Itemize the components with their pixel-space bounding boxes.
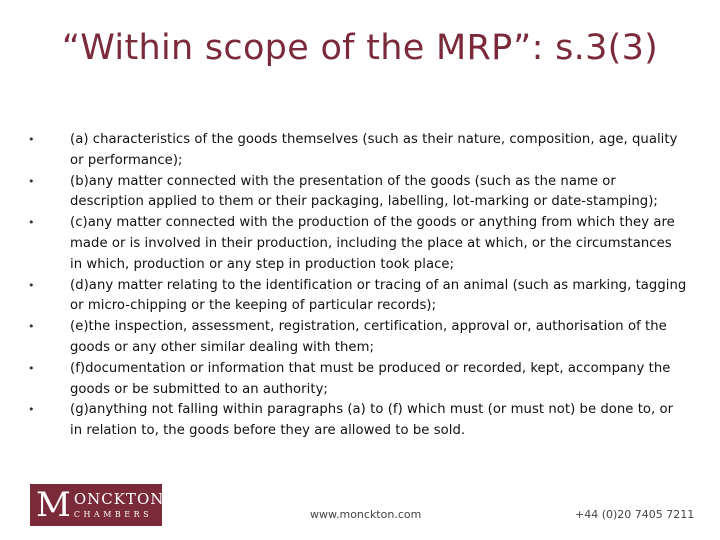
bullet-icon: • [28, 174, 35, 188]
list-item-text: (g)anything not falling within paragraphs (a) to (f) which must (or must not) be done to, or in relation to, the goods before they are allowed to be sold. [70, 402, 674, 439]
slide-title: “Within scope of the MRP”: s.3(3) [61, 28, 659, 68]
bullet-icon: • [28, 133, 35, 146]
logo-top-text: ONCKTON [73, 489, 165, 508]
list-item [28, 130, 688, 172]
logo-wordmark [73, 489, 165, 519]
bullet-icon: • [28, 278, 35, 292]
list-item [28, 317, 688, 359]
list-item [28, 213, 688, 275]
list-item [28, 172, 688, 214]
logo-bottom-text: CHAMBERS [73, 509, 153, 519]
footer-phone: +44 (0)20 7405 7211 [575, 508, 695, 521]
list-item-text: (a) characteristics of the goods themselves (such as their nature, composition, age, quality or performance); [70, 132, 678, 168]
list-item [28, 359, 688, 401]
bullet-icon: • [28, 216, 35, 230]
list-item-text: (f)documentation or information that must be produced or recorded, kept, accompany the goods or be submitted to an authority; [70, 360, 671, 397]
monckton-chambers-logo [30, 484, 165, 526]
footer-website: www.monckton.com [310, 508, 422, 521]
bullet-icon: • [28, 403, 35, 417]
list-item-text: (c)any matter connected with the production of the goods or anything from which they are made or is involved in their production, including the place at which, or the circumstances in which, production or any step in production took place; [70, 215, 675, 272]
list-item-text: (d)any matter relating to the identification or tracing of an animal (such as marking, tagging or micro-chipping or the keeping of particular records); [70, 277, 687, 314]
bullet-list [28, 130, 688, 442]
list-item-text: (b)any matter connected with the presentation of the goods (such as the name or description applied to them or their packaging, labelling, lot-marking or date-stamping); [70, 173, 658, 210]
list-item [28, 400, 688, 442]
bullet-icon: • [28, 361, 35, 375]
bullet-icon: • [28, 320, 35, 334]
list-item-text: (e)the inspection, assessment, registration, certification, approval or, authorisation of the goods or any other similar dealing with them; [70, 319, 667, 355]
list-item [28, 276, 688, 318]
logo-initial: M [36, 485, 71, 525]
